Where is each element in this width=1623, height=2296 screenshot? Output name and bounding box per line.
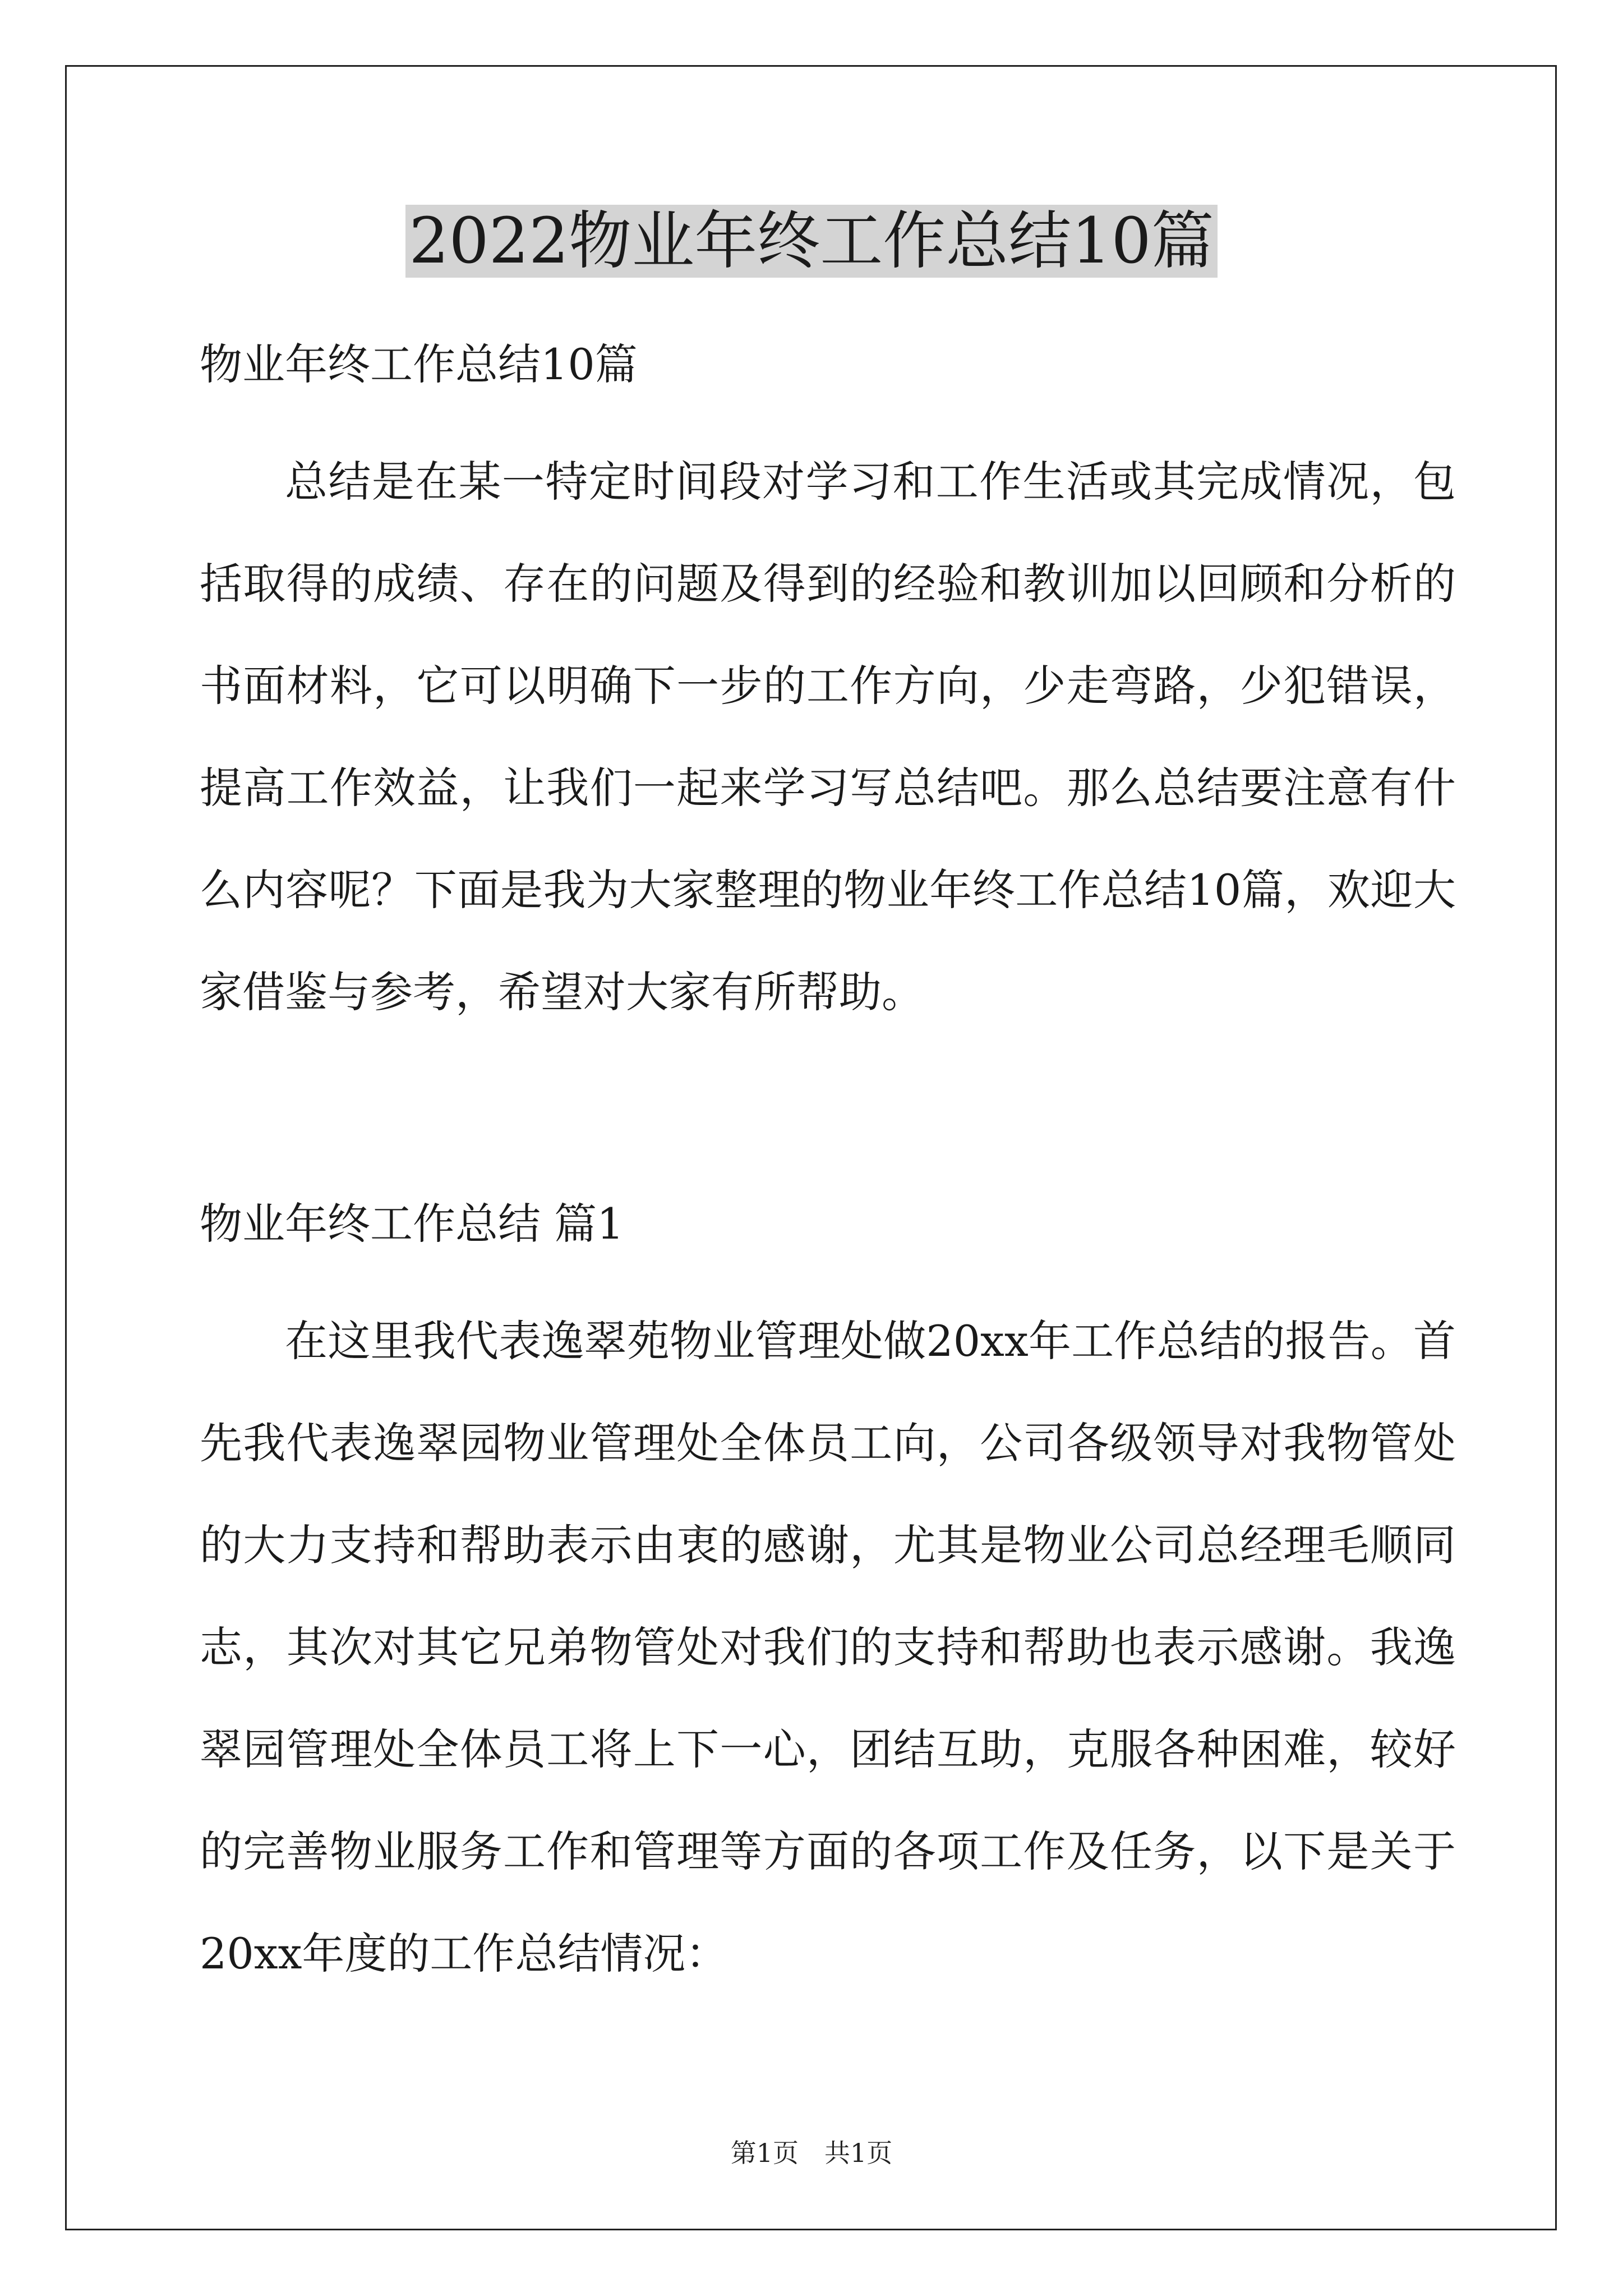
spacer xyxy=(200,1043,1456,1174)
section-heading: 物业年终工作总结 篇1 xyxy=(200,1199,624,1249)
section-paragraph: 在这里我代表逸翠苑物业管理处做20xx年工作总结的报告。首先我代表逸翠园物业管理处全体员工向，公司各级领导对我物管处的大力支持和帮助表示由衷的感谢，尤其是物业公司总经理毛顺同志，其次对其它兄弟物管处对我们的支持和帮助也表示感谢。我逸翠园管理处全体员工将上下一心，团结互助，克服各种困难，较好的完善物业服务工作和管理等方面的各项工作及任务，以下是关于20xx年度的工作总结情况： xyxy=(200,1316,1456,1978)
intro-paragraph: 总结是在某一特定时间段对学习和工作生活或其完成情况，包括取得的成绩、存在的问题及得到的经验和教训加以回顾和分析的书面材料，它可以明确下一步的工作方向，少走弯路，少犯错误，提高工作效益，让我们一起来学习写总结吧。那么总结要注意有什么内容呢？下面是我为大家整理的物业年终工作总结10篇，欢迎大家借鉴与参考，希望对大家有所帮助。 xyxy=(200,457,1456,1017)
document-body xyxy=(200,314,1456,2005)
spacer xyxy=(200,415,1456,431)
page-footer: 第1页 共1页 xyxy=(730,2138,893,2168)
document-title xyxy=(0,202,1623,280)
document-title-text: 2022物业年终工作总结10篇 xyxy=(405,205,1218,278)
spacer xyxy=(200,1274,1456,1290)
document-subtitle: 物业年终工作总结10篇 xyxy=(200,339,638,389)
